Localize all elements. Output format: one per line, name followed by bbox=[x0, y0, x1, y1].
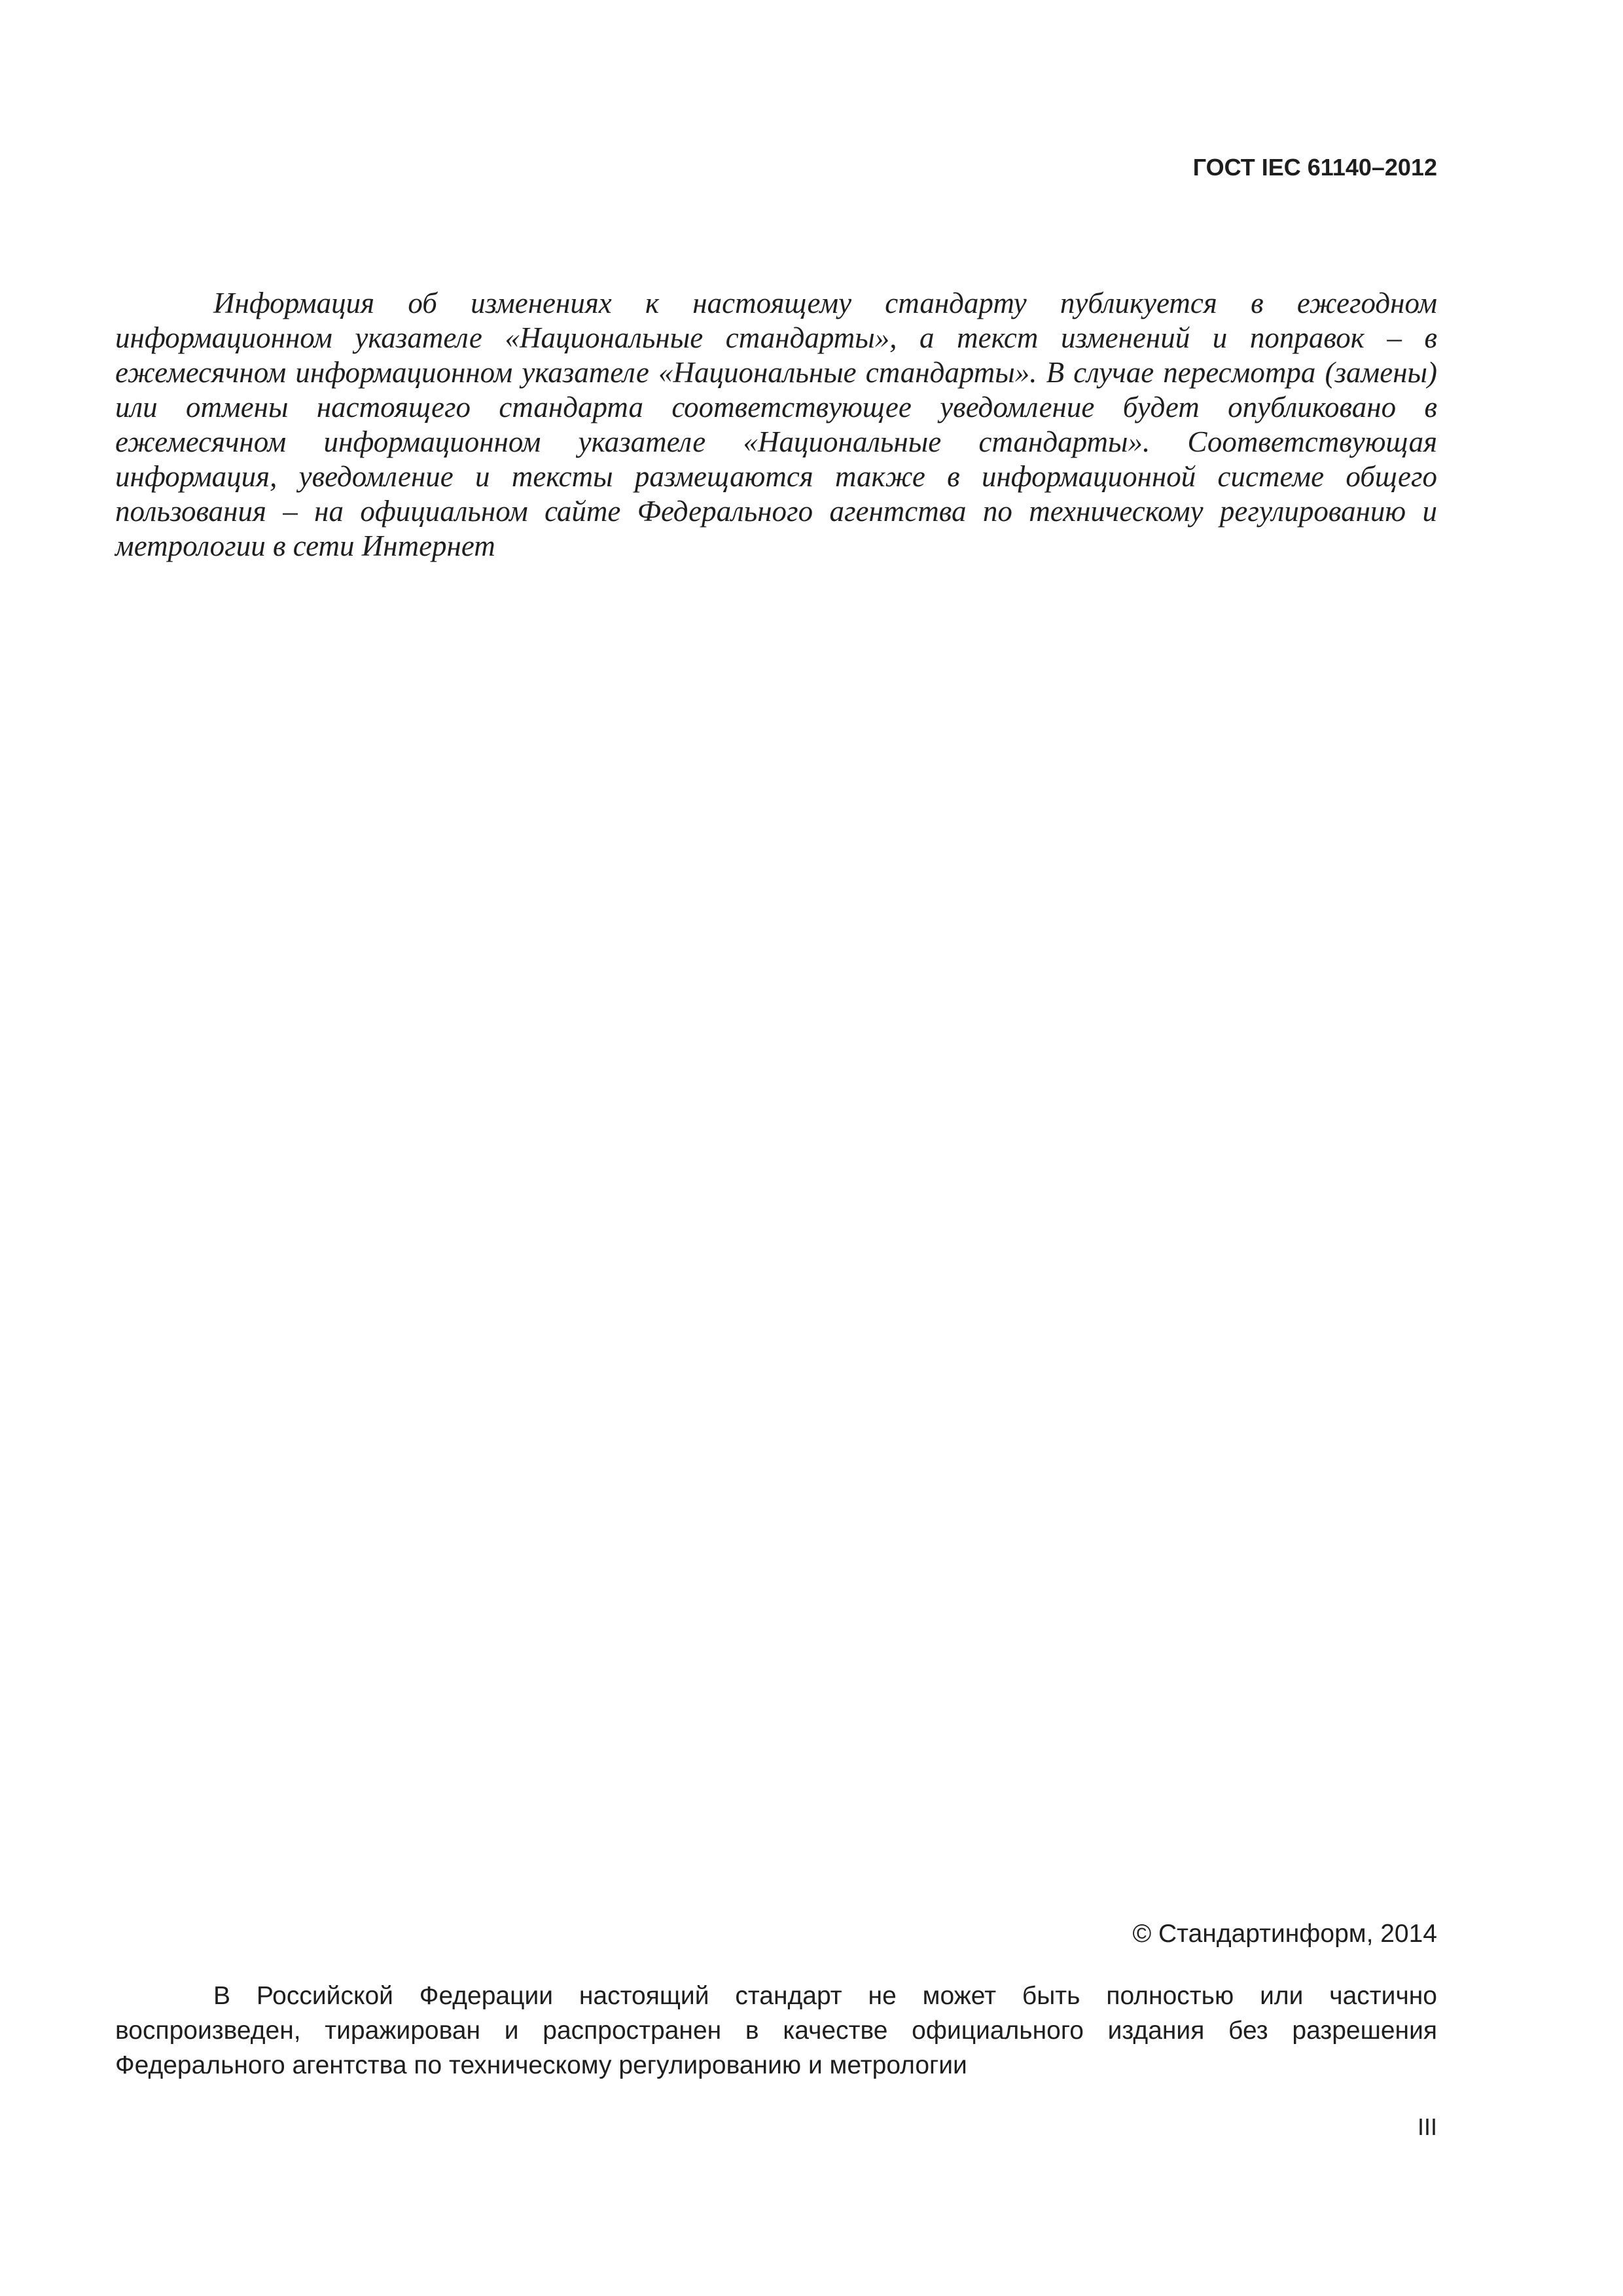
reproduction-restriction-paragraph: В Российской Федерации настоящий стандарт не может быть полностью или частично воспроизведен, тиражирован и распространен в качестве официального издания без разрешения Федерального агентства по техническому регулированию и метрологии bbox=[115, 1982, 1437, 2079]
amendment-notice-paragraph: Информация об изменениях к настоящему стандарту публикуется в ежегодном информационном указателе «Национальные стандарты», а текст изменений и поправок – в ежемесячном информационном указателе «Национальные стандарты». В случае пересмотра (замены) или отмены настоящего стандарта соответствующее уведомление будет опубликовано в ежемесячном информационном указателе «Национальные стандарты». Соответствующая информация, уведомление и тексты размещаются также в информационной системе общего пользования – на официальном сайте Федерального агентства по техническому регулированию и метрологии в сети Интернет bbox=[115, 287, 1437, 562]
copyright-line: © Стандартинформ, 2014 bbox=[1132, 1920, 1437, 1948]
standard-designation: ГОСТ IEC 61140–2012 bbox=[1192, 154, 1437, 181]
page-number: III bbox=[1417, 2113, 1437, 2140]
